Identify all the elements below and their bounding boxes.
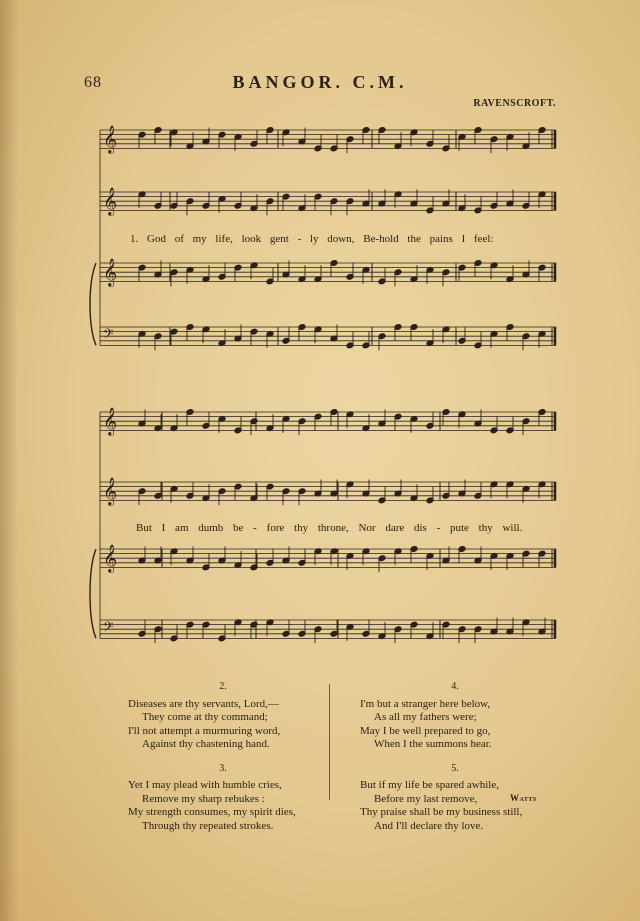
bass-clef: 𝄢: [103, 619, 114, 638]
verse-line: They come at thy command;: [142, 711, 268, 723]
stanza-number: 5.: [451, 762, 459, 774]
treble-clef: 𝄞: [103, 125, 118, 153]
lyric-line-1: 1. God of my life, look gent - ly down, Be-hold the pains I feel:: [130, 233, 494, 245]
column-divider: [329, 684, 330, 800]
verse-line: As all my fathers were;: [374, 711, 477, 723]
grand-staff-brace: [90, 549, 96, 638]
lyric-line-2: But I am dumb be - fore thy throne, Nor dare dis - pute thy will.: [136, 522, 523, 534]
stanza-4: [360, 680, 550, 752]
verses-right-column: [360, 680, 550, 843]
treble-clef: 𝄞: [103, 187, 118, 215]
verse-line: May I be well prepared to go,: [360, 724, 491, 737]
stanza-number: 4.: [451, 681, 459, 692]
stanza-3: [128, 762, 318, 834]
grand-staff-brace: [90, 263, 96, 345]
verse-line: Thy praise shall be my business still,: [360, 806, 523, 818]
treble-clef: 𝄞: [103, 477, 118, 505]
verse-line: My strength consumes, my spirit dies,: [128, 806, 296, 818]
stanza-number: 3.: [219, 762, 227, 774]
composer-credit: RAVENSCROFT.: [473, 98, 556, 109]
verses-left-column: [128, 680, 318, 843]
treble-clef: 𝄞: [103, 544, 118, 572]
hymn-title: BANGOR. C.M.: [232, 72, 408, 92]
verse-line: And I'll declare thy love.: [374, 819, 484, 832]
verse-line: Yet I may plead with humble cries,: [128, 779, 282, 791]
stanza-number: 2.: [219, 681, 227, 692]
verse-line: Against thy chastening hand.: [142, 738, 270, 750]
verse-line: I'll not attempt a murmuring word,: [128, 724, 281, 737]
verse-line: Remove my sharp rebukes :: [142, 792, 265, 805]
verse-line: Diseases are thy servants, Lord,—: [128, 697, 279, 710]
treble-clef: 𝄞: [103, 407, 118, 435]
bass-clef: 𝄢: [103, 326, 114, 345]
stanza-2: [128, 680, 318, 752]
verse-line: Through thy repeated strokes.: [142, 819, 274, 832]
verse-line: Before my last remove,: [374, 792, 478, 805]
verse-line: But if my life be spared awhile,: [360, 779, 499, 791]
page-number: 68: [84, 74, 102, 91]
author-signature: Watts: [510, 793, 537, 803]
verse-line: I'm but a stranger here below,: [360, 697, 491, 710]
verse-line: When I the summons hear.: [374, 738, 492, 750]
treble-clef: 𝄞: [103, 258, 118, 286]
